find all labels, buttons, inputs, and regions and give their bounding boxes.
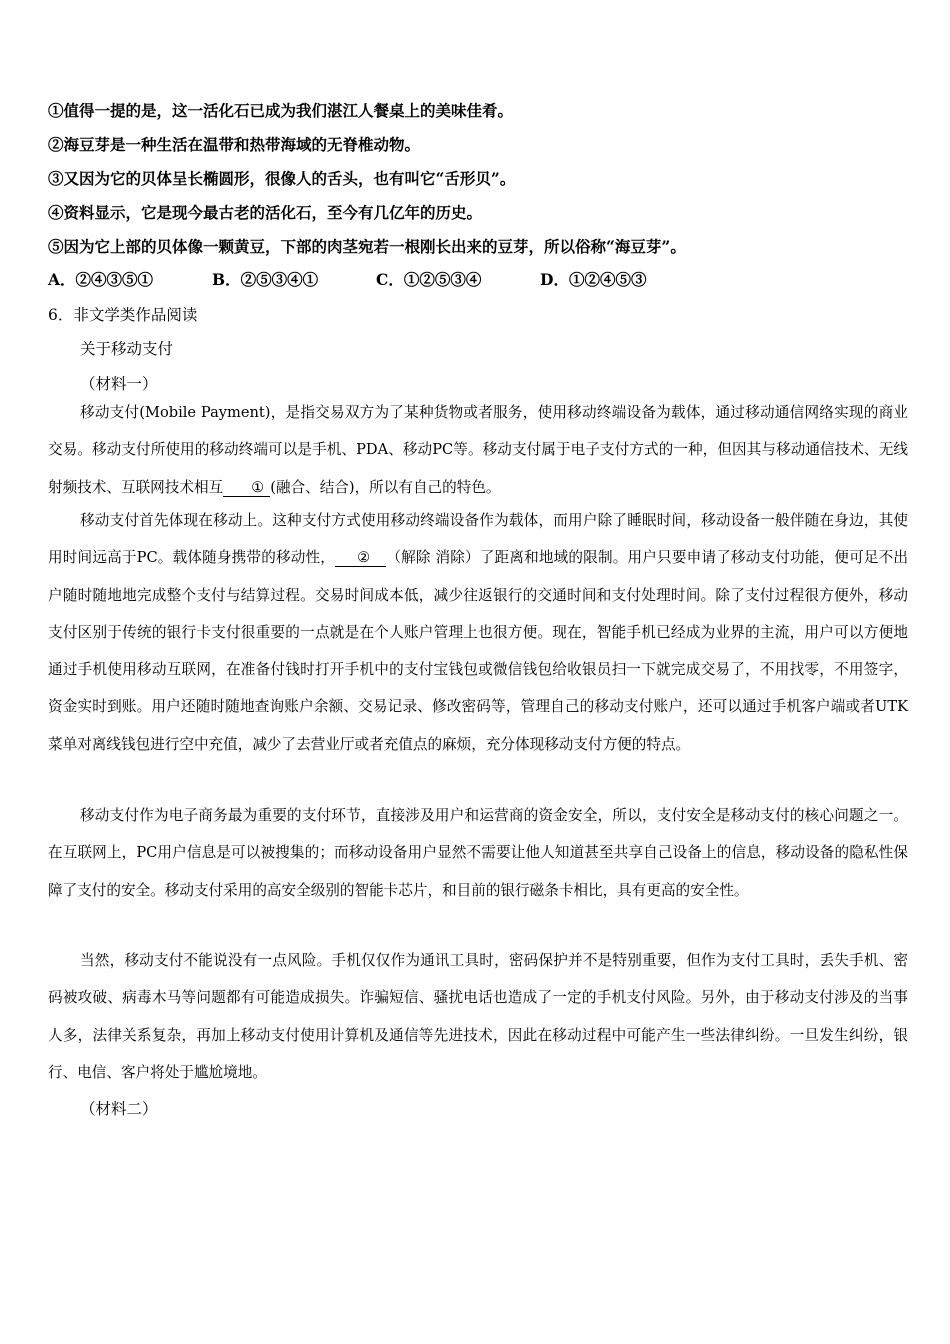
material-2-label: （材料二） [80, 1100, 158, 1118]
option-d: D．①②④⑤③ [540, 270, 647, 289]
paragraph-2-text-a: 移动支付首先体现在移动上。这种支付方式使用移动终端设备作为载体，而用户除了睡眠时间，移动设备一般伴随在身边，其使用时间远高于PC。载体随身携带的移动性， [48, 512, 908, 567]
option-b: B．②⑤③④① [212, 270, 319, 289]
option-a: A．②④③⑤① [48, 270, 154, 289]
article-title: 关于移动支付 [80, 340, 174, 358]
paragraph-2-text-b: （解除 消除）了距离和地域的限制。用户只要申请了移动支付功能，便可足不出户随时随地地完成整个支付与结算过程。交易时间成本低，减少往返银行的交通时间和支付处理时间。除了支付过程很方便外，移动支付区别于传统的银行卡支付很重要的一点就是在个人账户管理上也很方便。现在，智能手机已经成为业界的主流，用户可以方便地通过手机使用移动互联网，在准备付钱时打开手机中的支付宝钱包或微信钱包给收银员扫一下就完成交易了，不用找零，不用签字，资金实时到账。用户还随时随地查询账户余额、交易记录、修改密码等，管理自己的移动支付账户，还可以通过手机客户端或者UTK菜单对离线钱包进行空中充值，减少了去营业厅或者充值点的麻烦，充分体现移动支付方便的特点。 [48, 549, 908, 753]
sentence-3: ③又因为它的贝体呈长椭圆形，很像人的舌头，也有叫它“舌形贝”。 [48, 169, 516, 188]
answer-options [48, 268, 646, 290]
blank-1: ① [223, 479, 270, 497]
paragraph-3: 移动支付作为电子商务最为重要的支付环节，直接涉及用户和运营商的资金安全，所以，支付安全是移动支付的核心问题之一。在互联网上，PC用户信息是可以被搜集的；而移动设备用户显然不需要让他人知道甚至共享自己设备上的信息，移动设备的隐私性保障了支付的安全。移动支付采用的高安全级别的智能卡芯片，和目前的银行磁条卡相比，具有更高的安全性。 [48, 807, 908, 899]
sentence-2: ②海豆芽是一种生活在温带和热带海域的无脊椎动物。 [48, 135, 421, 154]
paragraph-4: 当然，移动支付不能说没有一点风险。手机仅仅作为通讯工具时，密码保护并不是特别重要，但作为支付工具时，丢失手机、密码被攻破、病毒木马等问题都有可能造成损失。诈骗短信、骚扰电话也造成了一定的手机支付风险。另外，由于移动支付涉及的当事人多，法律关系复杂，再加上移动支付使用计算机及通信等先进技术，因此在移动过程中可能产生一些法律纠纷。一旦发生纠纷，银行、电信、客户将处于尴尬境地。 [48, 952, 908, 1081]
paragraph-1-text-b: (融合、结合)，所以有自己的特色。 [270, 478, 501, 496]
material-1-label: （材料一） [80, 375, 158, 393]
blank-2: ② [335, 549, 386, 567]
paragraph-1-text-a: 移动支付(Mobile Payment)，是指交易双方为了某种货物或者服务，使用移动终端设备为载体，通过移动通信网络实现的商业交易。移动支付所使用的移动终端可以是手机、PDA、移动PC等。移动支付属于电子支付方式的一种，但因其与移动通信技术、无线射频技术、互联网技术相互 [48, 404, 908, 496]
paragraph-2 [48, 502, 908, 763]
sentence-5: ⑤因为它上部的贝体像一颗黄豆，下部的肉茎宛若一根刚长出来的豆芽，所以俗称“海豆芽”。 [48, 237, 686, 256]
option-c: C．①②⑤③④ [376, 270, 482, 289]
paragraph-1 [48, 394, 908, 506]
sentence-4: ④资料显示，它是现今最古老的活化石，至今有几亿年的历史。 [48, 203, 483, 222]
question-header: 6．非文学类作品阅读 [48, 306, 198, 324]
sentence-1: ①值得一提的是，这一活化石已成为我们湛江人餐桌上的美味佳肴。 [48, 101, 514, 120]
